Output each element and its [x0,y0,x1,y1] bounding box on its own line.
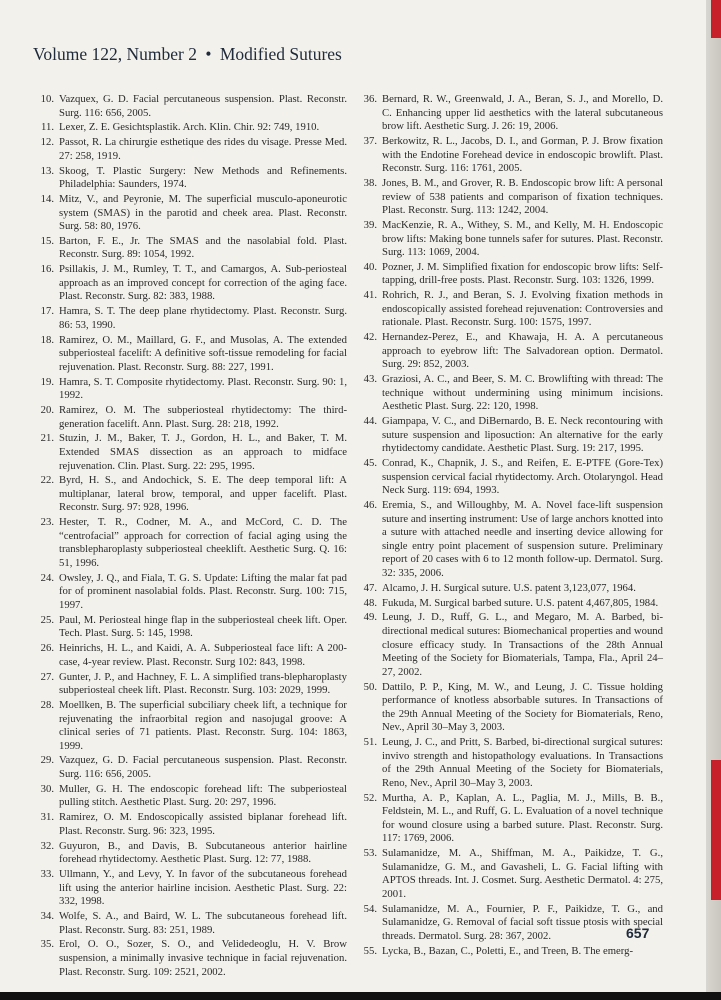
reference-item [34,235,347,262]
reference-number: 22. [40,474,54,487]
reference-text: Skoog, T. Plastic Surgery: New Methods and Refinements. Philadelphia: Saunders, 1974. [59,164,347,191]
reference-number: 24. [40,571,54,584]
reference-number: 34. [40,909,54,922]
reference-number: 36. [363,93,377,105]
reference-text: Byrd, H. S., and Andochick, S. E. The deep temporal lift: A multiplanar, lateral brow, temporal, and upper facelift. Plast. Reconstr. Surg. 97: 928, 1996. [59,474,347,514]
reference-number: 12. [40,136,54,149]
reference-item [34,671,347,698]
running-head [33,44,342,65]
reference-number: 25. [40,613,54,626]
reference-number: 32. [40,839,54,852]
reference-item [357,792,663,846]
reference-text: Passot, R. La chirurgie esthetique des rides du visage. Presse Med. 27: 258, 1919. [59,136,347,162]
reference-number: 48. [363,596,377,609]
reference-text: Lycka, B., Bazan, C., Poletti, E., and Treen, B. The emerg- [382,944,634,957]
reference-item [34,910,347,937]
reference-item [357,847,663,901]
reference-item [34,404,347,431]
reference-item [34,840,347,867]
reference-number: 42. [363,331,377,344]
reference-item [357,611,663,679]
reference-number: 28. [40,698,54,711]
edge-tab-top [711,0,721,38]
reference-item [34,516,347,570]
scan-bottom-edge [0,992,721,1000]
page-number: 657 [626,925,650,941]
reference-text: Ullmann, Y., and Levy, Y. In favor of the subcutaneous forehead lift using the anterior hairline incision. Aesthetic Plast. Surg. 22: 332, 1998. [59,867,347,908]
reference-item [34,376,347,403]
reference-number: 21. [40,432,54,445]
reference-text: Jones, B. M., and Grover, R. B. Endoscopic brow lift: A personal review of 538 patients and comparison of fixation techniques. Plast. Reconstr. Surg. 113: 1242, 2004. [382,176,663,217]
reference-text: Paul, M. Periosteal hinge flap in the subperiosteal cheek lift. Oper. Tech. Plast. Surg. 5: 145, 1998. [59,613,347,640]
reference-text: Heinrichs, H. L., and Kaidi, A. A. Subperiosteal face lift: A 200-case, 4-year review. Plast. Reconstr. Surg 102: 843, 1998. [59,642,347,668]
reference-number: 17. [40,305,54,318]
reference-text: Alcamo, J. H. Surgical suture. U.S. patent 3,123,077, 1964. [382,581,636,594]
reference-item [34,305,347,332]
reference-number: 16. [40,263,54,276]
reference-number: 45. [363,457,377,470]
reference-number: 27. [40,670,54,683]
reference-item [357,457,663,498]
reference-item [357,219,663,260]
reference-item [34,474,347,515]
reference-item [34,783,347,810]
reference-item [357,681,663,735]
reference-number: 31. [40,811,54,824]
reference-text: Hamra, S. T. The deep plane rhytidectomy. Plast. Reconstr. Surg. 86: 53, 1990. [59,305,347,331]
reference-text: Moellken, B. The superficial subciliary cheek lift, a technique for rejuvenating the infraorbital region and nasojugal groove: A clinical series of 71 patients. Plast. Reconstr. Surg. 104: 1863, 1999. [59,698,347,752]
reference-text: Leung, J. D., Ruff, G. L., and Megaro, M. A. Barbed, bi-directional medical sutures: Biomechanical properties and wound closure efficacy study. In Transactions of the 28th Annual Meeting of the Society for Biomaterials, Tampa, Fla., April 24–27, 2002. [382,611,663,678]
section-label: Modified Sutures [219,44,342,64]
edge-tab-bottom [711,760,721,900]
reference-item [34,699,347,753]
reference-number: 47. [363,581,377,594]
reference-number: 20. [40,403,54,416]
reference-text: Wolfe, S. A., and Baird, W. L. The subcutaneous forehead lift. Plast. Reconstr. Surg. 83: 251, 1989. [59,909,347,936]
reference-text: Vazquez, G. D. Facial percutaneous suspension. Plast. Reconstr. Surg. 116: 656, 2005. [59,754,347,781]
reference-item [357,261,663,288]
reference-text: Bernard, R. W., Greenwald, J. A., Beran, S. J., and Morello, D. C. Enhancing upper lid aesthetics with the lateral subcutaneous brow lift. Aesthetic Surg. J. 26: 19, 2006. [382,93,663,133]
reference-item [357,289,663,330]
reference-number: 43. [363,373,377,386]
reference-text: Gunter, J. P., and Hachney, F. L. A simplified trans-blepharoplasty subperiosteal cheek lift. Plast. Reconstr. Surg. 103: 2029, 1999. [59,670,347,697]
reference-item [34,193,347,234]
reference-item [34,432,347,473]
reference-text: Berkowitz, R. L., Jacobs, D. I., and Gorman, P. J. Brow fixation with the Endotine Forehead device in endoscopic browlift. Plast. Reconstr. Surg. 116: 1761, 2005. [382,134,663,175]
reference-text: Giampapa, V. C., and DiBernardo, B. E. Neck recontouring with suture suspension and liposuction: An alternative for the early rhytidectomy candidate. Aesthetic Plast. Surg. 19: 217, 1995. [382,415,663,455]
reference-number: 39. [363,218,377,231]
reference-text: Muller, G. H. The endoscopic forehead lift: The subperiosteal pulling stitch. Aesthetic Plast. Surg. 20: 297, 1996. [59,782,347,809]
reference-text: Stuzin, J. M., Baker, T. J., Gordon, H. L., and Baker, T. M. Extended SMAS dissection as an approach to midface rejuvenation. Clin. Plast. Surg. 22: 295, 1995. [59,432,347,472]
reference-number: 14. [40,192,54,205]
reference-text: Sulamanidze, M. A., Shiffman, M. A., Paikidze, T. G., Sulamanidze, G. M., and Gavasheli, L. G. Facial lifting with APTOS threads. Int. J. Cosmet. Surg. Aesthetic Dermatol. 4: 275, 2001. [382,847,663,901]
reference-item [34,811,347,838]
reference-number: 52. [363,791,377,804]
reference-text: Ramirez, O. M. The subperiosteal rhytidectomy: The third-generation facelift. Ann. Plast. Surg. 28: 218, 1992. [59,403,347,430]
reference-number: 18. [40,333,54,346]
reference-number: 51. [363,736,377,749]
reference-text: Murtha, A. P., Kaplan, A. L., Paglia, M. J., Mills, B. B., Feldstein, M. L., and Ruff, G. L. Evaluation of a novel technique for wound closure using a barbed suture. Plast. Reconstr. Surg. 117: 1769, 2006. [382,791,663,845]
reference-text: Psillakis, J. M., Rumley, T. T., and Camargos, A. Sub-periosteal approach as an improved concept for correction of the aging face. Plast. Reconstr. Surg. 82: 383, 1988. [59,263,347,303]
reference-number: 13. [40,164,54,177]
reference-text: Hamra, S. T. Composite rhytidectomy. Plast. Reconstr. Surg. 90: 1, 1992. [59,375,347,402]
reference-item [357,331,663,372]
reference-text: Guyuron, B., and Davis, B. Subcutaneous anterior hairline forehead rhytidectomy. Aesthetic Plast. Surg. 12: 77, 1988. [59,839,347,866]
reference-number: 15. [40,234,54,247]
reference-item [34,165,347,192]
reference-number: 29. [40,754,54,767]
reference-text: Sulamanidze, M. A., Fournier, P. F., Paikidze, T. G., and Sulamanidze, G. Removal of facial soft tissue ptosis with special threads. Dermatol. Surg. 28: 367, 2002. [382,902,663,942]
reference-number: 33. [40,867,54,880]
reference-item [34,938,347,979]
reference-text: Leung, J. C., and Pritt, S. Barbed, bi-directional surgical sutures: invivo strength and histopathology evaluations. In Transactions of the 29th Annual Meeting of the Society for Biomaterials, Reno, Nev., April 30–May 3, 2003. [382,736,663,789]
reference-number: 54. [363,902,377,915]
reference-item [34,93,347,120]
reference-number: 30. [40,782,54,795]
reference-text: Graziosi, A. C., and Beer, S. M. C. Browlifting with thread: The technique without undermining using minimum incisions. Aesthetic Plast. Surg. 22: 120, 1998. [382,373,663,413]
reference-text: Dattilo, P. P., King, M. W., and Leung, J. C. Tissue holding performance of knotless absorbable sutures. In Transactions of the 29th Annual Meeting of the Society for Biomaterials, Reno, Nev., April 30–May 3, 2003. [382,680,663,734]
reference-text: Eremia, S., and Willoughby, M. A. Novel face-lift suspension suture and inserting instrument: Use of large anchors knotted into a suture with attached needle and inserting device allowing for single entry point placement of suspension suture. Preliminary report of 20 cases with 6 to 12 month follow-up. Dermatol. Surg. 32: 335, 2006. [382,499,663,580]
header-bullet: • [205,44,212,64]
reference-text: Ramirez, O. M., Maillard, G. F., and Musolas, A. The extended subperiosteal facelift: A definitive soft-tissue remodeling for facial rejuvenation. Plast. Reconstr. Surg. 88: 227, 1991. [59,333,347,373]
reference-text: Pozner, J. M. Simplified fixation for endoscopic brow lifts: Self-tapping, drill-free posts. Plast. Reconstr. Surg. 103: 1326, 1999. [382,260,663,287]
reference-text: Barton, F. E., Jr. The SMAS and the nasolabial fold. Plast. Reconstr. Surg. 89: 1054, 1992. [59,234,347,261]
reference-text: Vazquex, G. D. Facial percutaneous suspension. Plast. Reconstr. Surg. 116: 656, 2005. [59,93,347,119]
reference-item [357,93,663,134]
reference-item [357,415,663,456]
reference-item [34,334,347,375]
reference-item [34,136,347,163]
reference-item [34,754,347,781]
reference-item [357,373,663,414]
reference-item [34,263,347,304]
reference-number: 41. [363,289,377,302]
reference-text: MacKenzie, R. A., Withey, S. M., and Kelly, M. H. Endoscopic brow lifts: Making bone tunnels safer for sutures. Plast. Reconstr. Surg. 113: 1069, 2004. [382,218,663,259]
reference-number: 49. [363,611,377,624]
reference-number: 46. [363,499,377,512]
reference-item [357,903,663,944]
reference-text: Lexer, Z. E. Gesichtsplastik. Arch. Klin. Chir. 92: 749, 1910. [59,121,320,134]
reference-number: 50. [363,680,377,693]
reference-text: Rohrich, R. J., and Beran, S. J. Evolving fixation methods in endoscopically assisted forehead rejuvenation: Controversies and rationale. Plast. Reconstr. Surg. 100: 1575, 1997. [382,289,663,329]
reference-text: Fukuda, M. Surgical barbed suture. U.S. patent 4,467,805, 1984. [382,596,659,609]
reference-number: 23. [40,516,54,529]
reference-item [357,177,663,218]
reference-text: Ramirez, O. M. Endoscopically assisted biplanar forehead lift. Plast. Reconstr. Surg. 96: 323, 1995. [59,811,347,837]
reference-number: 44. [363,415,377,428]
references-right-column [357,93,663,960]
reference-item [357,582,663,596]
reference-item [34,868,347,909]
reference-number: 11. [41,121,54,134]
reference-text: Hernandez-Perez, E., and Khawaja, H. A. A percutaneous approach to eyebrow lift: The Salvadorean option. Dermatol. Surg. 29: 852, 2003. [382,331,663,371]
reference-text: Hester, T. R., Codner, M. A., and McCord, C. D. The “centrofacial” approach for correction of facial aging using the transblepharoplasty subperiosteal cheeklift. Aesthetic Surg. Q. 16: 51, 1996. [59,516,347,570]
reference-number: 35. [40,938,54,951]
reference-number: 38. [363,176,377,189]
volume-label: Volume 122, Number 2 [33,44,197,64]
reference-item [34,121,347,135]
reference-item [34,614,347,641]
reference-item [357,135,663,176]
reference-number: 26. [40,642,54,655]
references-left-column [34,93,347,980]
reference-number: 10. [40,93,54,105]
reference-item [357,736,663,790]
reference-item [357,499,663,581]
reference-item [34,642,347,669]
reference-item [357,597,663,611]
reference-text: Mitz, V., and Peyronie, M. The superficial musculo-aponeurotic system (SMAS) in the parotid and cheek area. Plast. Reconstr. Surg. 58: 80, 1976. [59,192,347,233]
reference-text: Erol, O. O., Sozer, S. O., and Velidedeoglu, H. V. Brow suspension, a minimally invasive technique in facial rejuvenation. Plast. Reconstr. Surg. 109: 2521, 2002. [59,938,347,978]
reference-item [357,945,663,959]
reference-item [34,572,347,613]
reference-text: Owsley, J. Q., and Fiala, T. G. S. Update: Lifting the malar fat pad for of prominent nasolabial folds. Plast. Reconstr. Surg. 100: 715, 1997. [59,571,347,611]
reference-number: 37. [363,134,377,147]
reference-number: 53. [363,847,377,860]
reference-number: 19. [40,375,54,388]
reference-number: 55. [363,944,377,957]
reference-text: Conrad, K., Chapnik, J. S., and Reifen, E. E-PTFE (Gore-Tex) suspension cervical facial rhytidectomy. Arch. Otolaryngol. Head Neck Surg. 119: 694, 1993. [382,457,663,497]
reference-number: 40. [363,260,377,273]
